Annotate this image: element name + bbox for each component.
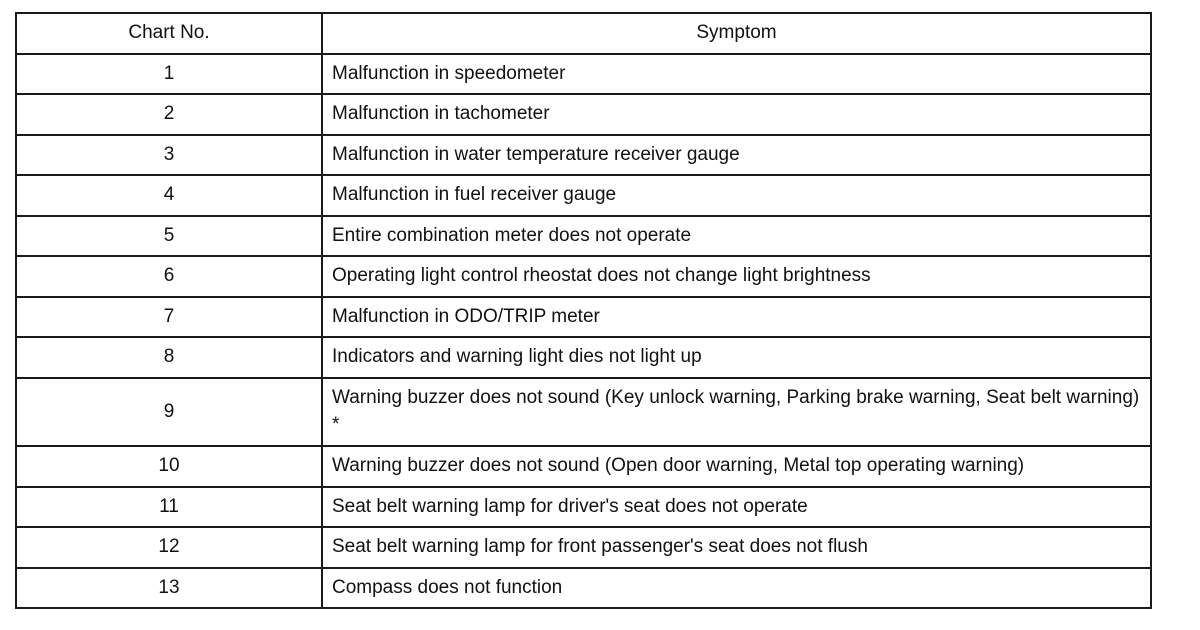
header-symptom: Symptom bbox=[322, 13, 1151, 54]
header-chart-no: Chart No. bbox=[16, 13, 322, 54]
chart-no-cell: 6 bbox=[16, 256, 322, 297]
symptom-cell: Indicators and warning light dies not light up bbox=[322, 337, 1151, 378]
symptom-cell: Entire combination meter does not operate bbox=[322, 216, 1151, 257]
symptom-cell: Malfunction in water temperature receiver gauge bbox=[322, 135, 1151, 176]
symptom-cell: Warning buzzer does not sound (Key unlock warning, Parking brake warning, Seat belt warning) * bbox=[322, 378, 1151, 446]
chart-no-cell: 12 bbox=[16, 527, 322, 568]
chart-no-cell: 9 bbox=[16, 378, 322, 446]
chart-no-cell: 10 bbox=[16, 446, 322, 487]
table-row bbox=[16, 135, 1151, 176]
symptom-cell: Compass does not function bbox=[322, 568, 1151, 609]
table-row bbox=[16, 568, 1151, 609]
chart-no-cell: 8 bbox=[16, 337, 322, 378]
table-header-row bbox=[16, 13, 1151, 54]
symptom-cell: Seat belt warning lamp for front passenger's seat does not flush bbox=[322, 527, 1151, 568]
table-row bbox=[16, 94, 1151, 135]
chart-no-cell: 1 bbox=[16, 54, 322, 95]
table-row bbox=[16, 175, 1151, 216]
table-row bbox=[16, 297, 1151, 338]
symptom-cell: Malfunction in ODO/TRIP meter bbox=[322, 297, 1151, 338]
table-row bbox=[16, 54, 1151, 95]
chart-no-cell: 2 bbox=[16, 94, 322, 135]
table-row bbox=[16, 256, 1151, 297]
symptom-cell: Operating light control rheostat does not change light brightness bbox=[322, 256, 1151, 297]
table-row bbox=[16, 446, 1151, 487]
table-row bbox=[16, 527, 1151, 568]
chart-no-cell: 7 bbox=[16, 297, 322, 338]
table-row bbox=[16, 487, 1151, 528]
chart-no-cell: 4 bbox=[16, 175, 322, 216]
table-row bbox=[16, 216, 1151, 257]
chart-no-cell: 11 bbox=[16, 487, 322, 528]
symptom-chart-table bbox=[15, 12, 1152, 609]
symptom-cell: Malfunction in speedometer bbox=[322, 54, 1151, 95]
chart-no-cell: 13 bbox=[16, 568, 322, 609]
symptom-cell: Malfunction in fuel receiver gauge bbox=[322, 175, 1151, 216]
chart-no-cell: 5 bbox=[16, 216, 322, 257]
table-row bbox=[16, 337, 1151, 378]
table-row bbox=[16, 378, 1151, 446]
symptom-cell: Warning buzzer does not sound (Open door warning, Metal top operating warning) bbox=[322, 446, 1151, 487]
symptom-cell: Malfunction in tachometer bbox=[322, 94, 1151, 135]
symptom-cell: Seat belt warning lamp for driver's seat does not operate bbox=[322, 487, 1151, 528]
chart-no-cell: 3 bbox=[16, 135, 322, 176]
